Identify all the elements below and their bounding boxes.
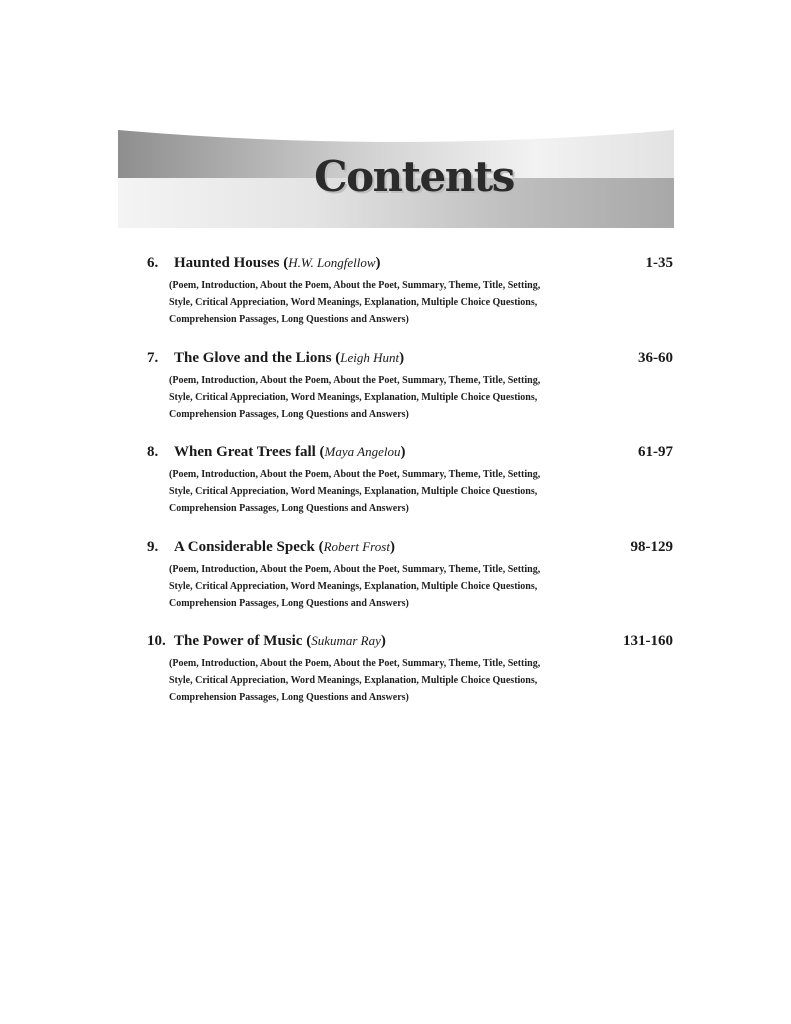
toc-entry[interactable] (147, 536, 673, 631)
chapter-author: Maya Angelou (324, 444, 401, 459)
toc-entry-head (147, 441, 673, 463)
toc-entry[interactable] (147, 252, 673, 347)
chapter-title-line: When Great Trees fall (Maya Angelou) (174, 444, 406, 460)
description-line: Style, Critical Appreciation, Word Meanings, Explanation, Multiple Choice Questions, (169, 580, 538, 592)
page-title: Contents (314, 152, 514, 201)
table-of-contents (147, 252, 673, 725)
toc-entry-head (147, 347, 673, 369)
toc-entry-head (147, 536, 673, 558)
chapter-author: Sukumar Ray (311, 633, 381, 648)
chapter-number: 10. (147, 633, 166, 649)
chapter-title-line: The Glove and the Lions (Leigh Hunt) (174, 349, 405, 366)
chapter-title-line: Haunted Houses (H.W. Longfellow) (174, 255, 381, 271)
chapter-title-line: The Power of Music (Sukumar Ray) (174, 633, 386, 649)
description-line: (Poem, Introduction, About the Poem, About the Poet, Summary, Theme, Title, Setting, (169, 469, 541, 480)
description-line: Comprehension Passages, Long Questions and Answers) (169, 692, 409, 703)
description-line: Style, Critical Appreciation, Word Meanings, Explanation, Multiple Choice Questions, (169, 486, 538, 497)
chapter-number: 6. (147, 255, 159, 271)
chapter-author: H.W. Longfellow (288, 255, 376, 270)
description-line: Style, Critical Appreciation, Word Meanings, Explanation, Multiple Choice Questions, (169, 391, 538, 403)
description-line: Comprehension Passages, Long Questions and Answers) (169, 503, 409, 514)
chapter-author: Leigh Hunt (340, 349, 400, 365)
chapter-title: The Power of Music (174, 633, 303, 649)
description-line: Style, Critical Appreciation, Word Meanings, Explanation, Multiple Choice Questions, (169, 675, 538, 686)
contents-banner (118, 130, 674, 228)
chapter-title: Haunted Houses (174, 255, 280, 271)
description-line: (Poem, Introduction, About the Poem, About the Poet, Summary, Theme, Title, Setting, (169, 280, 541, 291)
description-line: (Poem, Introduction, About the Poem, About the Poet, Summary, Theme, Title, Setting, (169, 374, 541, 386)
toc-entry-head (147, 630, 673, 652)
chapter-number: 7. (147, 349, 159, 366)
chapter-title: A Considerable Speck (174, 538, 315, 555)
chapter-number: 9. (147, 538, 159, 555)
chapter-title-line: A Considerable Speck (Robert Frost) (174, 538, 395, 555)
chapter-description (169, 372, 599, 423)
description-line: Comprehension Passages, Long Questions and Answers) (169, 314, 409, 325)
page-range: 131-160 (623, 633, 673, 649)
chapter-number: 8. (147, 444, 159, 460)
page-range: 98-129 (630, 538, 673, 555)
chapter-description (169, 655, 599, 706)
toc-entry[interactable] (147, 441, 673, 536)
description-line: Comprehension Passages, Long Questions and Answers) (169, 597, 409, 609)
chapter-description (169, 561, 599, 612)
page-range: 36-60 (638, 349, 673, 366)
page-range: 61-97 (638, 444, 673, 460)
toc-entry-head (147, 252, 673, 274)
description-line: Style, Critical Appreciation, Word Meanings, Explanation, Multiple Choice Questions, (169, 297, 538, 308)
page-range: 1-35 (645, 255, 673, 271)
description-line: Comprehension Passages, Long Questions and Answers) (169, 408, 409, 420)
description-line: (Poem, Introduction, About the Poem, About the Poet, Summary, Theme, Title, Setting, (169, 563, 541, 575)
chapter-title: The Glove and the Lions (174, 349, 332, 366)
chapter-author: Robert Frost (323, 538, 390, 554)
chapter-title: When Great Trees fall (174, 444, 316, 460)
toc-entry[interactable] (147, 630, 673, 725)
chapter-description (169, 466, 599, 517)
description-line: (Poem, Introduction, About the Poem, About the Poet, Summary, Theme, Title, Setting, (169, 658, 541, 669)
chapter-description (169, 277, 599, 328)
toc-entry[interactable] (147, 347, 673, 442)
